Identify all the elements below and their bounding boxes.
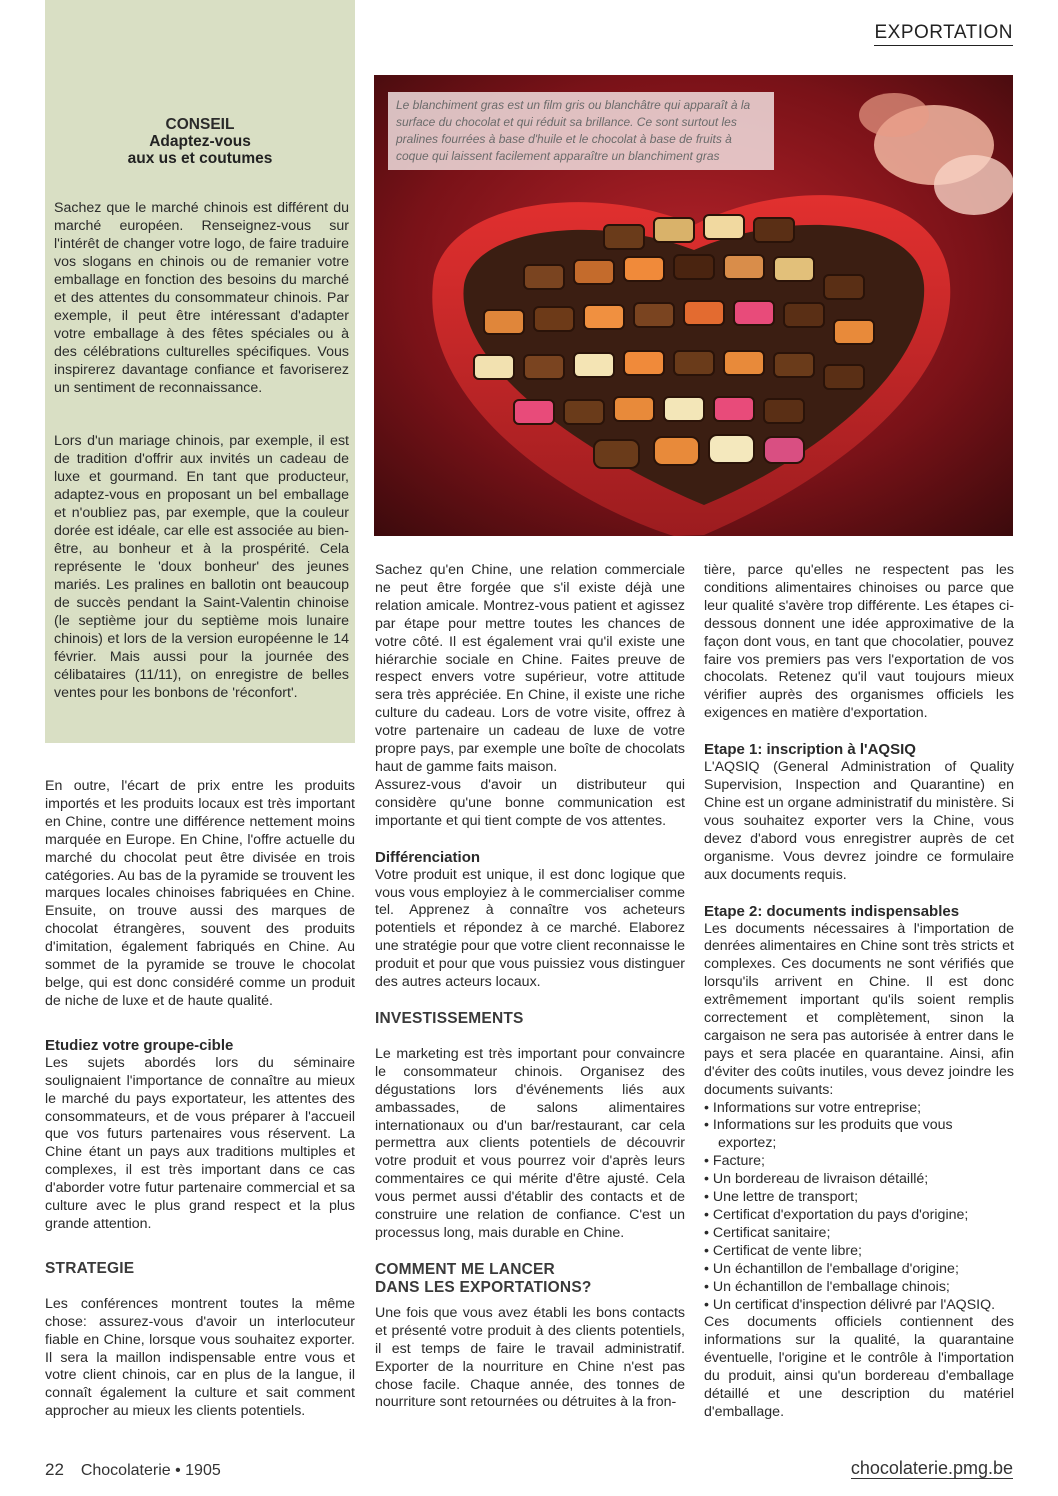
col1-intro: En outre, l'écart de prix entre les produits importés et les produits locaux est très important en Chine, contre une différence nettement moins marquée en Europe. En Chine, l'offre actuelle du marché du chocolat peut être divisée en trois catégories. Au bas de la pyramide se trouvent les marques locales chinoises fabriquées en Chine. Ensuite, on trouve aussi des marques de chocolat étrangères, souvent des produits d'imitation, également fabriqués en Chine. Au sommet de la pyramide se trouve le chocolat belge, qui est donc considéré comme un produit de niche de luxe et de haute qualité.	[45, 778, 355, 1009]
list-item: • Certificat sanitaire;	[704, 1224, 831, 1241]
heading-groupe-cible: Etudiez votre groupe-cible	[45, 1036, 234, 1054]
list-item: • Un échantillon de l'emballage d'origine;	[704, 1260, 959, 1277]
chocolate-box-photo	[374, 75, 1013, 536]
sidebar-heading	[45, 116, 355, 167]
heading-lancer-line1: COMMENT ME LANCER	[375, 1260, 555, 1278]
col1-groupe: Les sujets abordés lors du séminaire soulignaient l'importance de connaître au mieux le marché du pays exportateur, les attentes des consommateurs, et de vous préparer à l'accueil que vos futurs partenaires vous réservent. La Chine étant un pays aux traditions multiples et complexes, il est très important dans ce cas d'aborder votre futur partenaire commercial et sa culture avec le plus grand respect et la plus grande attention.	[45, 1054, 355, 1232]
tip-sidebar	[45, 0, 355, 743]
list-item: • Facture;	[704, 1153, 765, 1170]
heading-investissements: INVESTISSEMENTS	[375, 1009, 524, 1027]
col2-paragraph-2: Assurez-vous d'avoir un distributeur qui considère qu'une bonne communication est importante et qui tient compte de vos attentes.	[375, 776, 685, 829]
column-2	[375, 562, 685, 1412]
heading-etape-2: Etape 2: documents indispensables	[704, 902, 960, 920]
website-link[interactable]: chocolaterie.pmg.be	[850, 1458, 1013, 1478]
sidebar-kicker: CONSEIL	[165, 116, 235, 133]
sidebar-title-line2: aux us et coutumes	[127, 150, 273, 167]
col3-etape-1: L'AQSIQ (General Administration of Quality Supervision, Inspection and Quarantine) en Chine est un organe administratif du ministère. Si vous souhaitez exporter vers la Chine, vous devez d'abord vous enregistrer auprès de cet organisme. Vous devrez joindre ce formulaire aux documents requis.	[704, 759, 1014, 883]
col1-strategie: Les conférences montrent toutes la même chose: assurez-vous d'avoir un interlocuteur fiable en Chine, lorsque vous souhaitez exporter. Il sera la maillon indispensable entre vous et votre client chinois, car en plus de la langue, il connaît également la culture et sait comment approcher au mieux les clients potentiels.	[45, 1295, 355, 1420]
list-item: • Un certificat d'inspection délivré par l'AQSIQ.	[704, 1296, 996, 1313]
list-item: • Un échantillon de l'emballage chinois;	[704, 1278, 950, 1295]
heading-differenciation: Différenciation	[375, 848, 481, 866]
list-item: • Un bordereau de livraison détaillé;	[704, 1171, 929, 1188]
list-item: • Certificat de vente libre;	[704, 1242, 862, 1259]
section-tag: EXPORTATION	[874, 22, 1013, 46]
heading-lancer-line2: DANS LES EXPORTATIONS?	[375, 1278, 592, 1296]
col3-paragraph-1: tière, parce qu'elles ne respectent pas les conditions alimentaires chinoises ou parce que leur qualité s'avère trop différente. Les étapes ci-dessous donnent une idée approximative de la façon dont vous, en tant que chocolatier, pouvez faire vos premiers pas vers l'exportation de vos chocolats. Retenez qu'il vaut toujours mieux vérifier auprès des organismes officiels les exigences en matière d'exportation.	[704, 562, 1014, 722]
col3-etape-2: Les documents nécessaires à l'importation de denrées alimentaires en Chine sont très stricts et complexes. Ces documents ne sont vérifiés que lorsqu'ils arrivent en Chine. Il est donc extrêmement important qu'ils soient remplis correctement et complètement, sinon la cargaison ne sera pas autorisée à entrer dans le pays et sera placée en quarantaine. Ainsi, afin d'éviter des coûts inutiles, vous devez joindre les documents suivants:	[704, 920, 1014, 1098]
page-footer-left	[45, 1460, 221, 1480]
column-3	[704, 562, 1014, 1422]
publication-name: Chocolaterie • 1905	[80, 1462, 221, 1479]
list-item: • Informations sur les produits que vous exportez;	[704, 1117, 953, 1152]
sidebar-title-line1: Adaptez-vous	[149, 133, 251, 150]
col2-lancer: Une fois que vous avez établi les bons contacts et présenté votre produit à des clients potentiels, il est temps de faire le travail administratif. Exporter de la nourriture en Chine n'est pas chose facile. Chaque année, des tonnes de nourriture sont retournées ou détruites à la fron-	[375, 1304, 685, 1411]
col2-paragraph-1: Sachez qu'en Chine, une relation commerciale ne peut être forgée que s'il existe déjà une relation amicale. Montrez-vous patient et agissez par étape pour mettre toutes les chances de votre côté. Il est également vrai qu'il existe une hiérarchie sociale en Chine. Faites preuve de respect envers votre supérieur, votre attitude sera très appréciée. En Chine, il existe une riche culture du cadeau. Lors de votre visite, offrez à votre partenaire un cadeau de luxe de votre propre pays, par exemple une boîte de chocolats haut de gamme faits maison.	[375, 562, 685, 775]
documents-list	[704, 1100, 1014, 1315]
col2-differenciation: Votre produit est unique, il est donc logique que vous vous employiez à le commercialiser comme tel. Apprenez à connaître vos acheteurs potentiels et répondez à ce marché. Elaborez une stratégie pour que votre client reconnaisse le produit et pour que vous puissiez vous distinguer des autres acteurs locaux.	[375, 866, 685, 991]
col3-closing: Ces documents officiels contiennent des informations sur la qualité, la quarantaine éventuelle, l'origine et le contrôle à l'importation du produit, ainsi qu'un bordereau d'emballage détaillé et une description du matériel d'emballage.	[704, 1314, 1014, 1420]
photo-caption: Le blanchiment gras est un film gris ou blanchâtre qui apparaît à la surface du chocolat et qui réduit sa brillance. Ce sont surtout les pralines fourrées à base d'huile et le chocolat à base de fruits à coque qui laissent facilement apparaître un blanchiment gras	[388, 92, 774, 170]
page-number: 22	[45, 1460, 64, 1479]
list-item: • Certificat d'exportation du pays d'origine;	[704, 1207, 969, 1223]
column-1	[45, 778, 355, 1421]
heading-strategie: STRATEGIE	[45, 1259, 135, 1277]
heading-etape-1: Etape 1: inscription à l'AQSIQ	[704, 741, 916, 759]
list-item: • Informations sur votre entreprise;	[704, 1099, 922, 1116]
sidebar-paragraph-2: Lors d'un mariage chinois, par exemple, il est de tradition d'offrir aux invités un cadeau de luxe et gourmand. En tant que producteur, adaptez-vous en proposant un bel emballage et n'oubliez pas, par exemple, que la couleur dorée est idéale, car elle est associée au bien-être, au bonheur et à la prospérité. Cela représente le 'doux bonheur' des jeunes mariés. Les pralines en ballotin ont beaucoup de succès pendant la Saint-Valentin chinoise (le septième jour du septième mois lunaire chinois) et lors de la version européenne le 14 février. Mais aussi pour la journée des célibataires (11/11), on enregistre de belles ventes pour les bonbons de 'réconfort'.	[54, 433, 349, 701]
sidebar-paragraph-1: Sachez que le marché chinois est différent du marché européen. Renseignez-vous sur l'intérêt de changer votre logo, de faire traduire vos slogans en chinois ou de remanier votre emballage en fonction des besoins du marché et des attentes du consommateur chinois. Par exemple, il peut être intéressant d'adapter votre emballage à des fêtes spéciales ou à des célébrations culturelles spécifiques. Vous inspirerez davantage confiance et favoriserez un sentiment de reconnaissance.	[54, 200, 349, 396]
list-item: • Une lettre de transport;	[704, 1189, 859, 1206]
col2-investissements: Le marketing est très important pour convaincre le consommateur chinois. Organisez des dégustations lors d'événements liés aux ambassades, de salons alimentaires internationaux ou d'un bar/restaurant, car cela permettra aux clients potentiels de découvrir votre produit et vous pourrez voir d'après leurs commentaires ce qui mérite d'être ajusté. Cela vous permet aussi d'établir des contacts et de construire une relation de confiance. C'est un processus long, mais durable en Chine.	[375, 1045, 685, 1241]
